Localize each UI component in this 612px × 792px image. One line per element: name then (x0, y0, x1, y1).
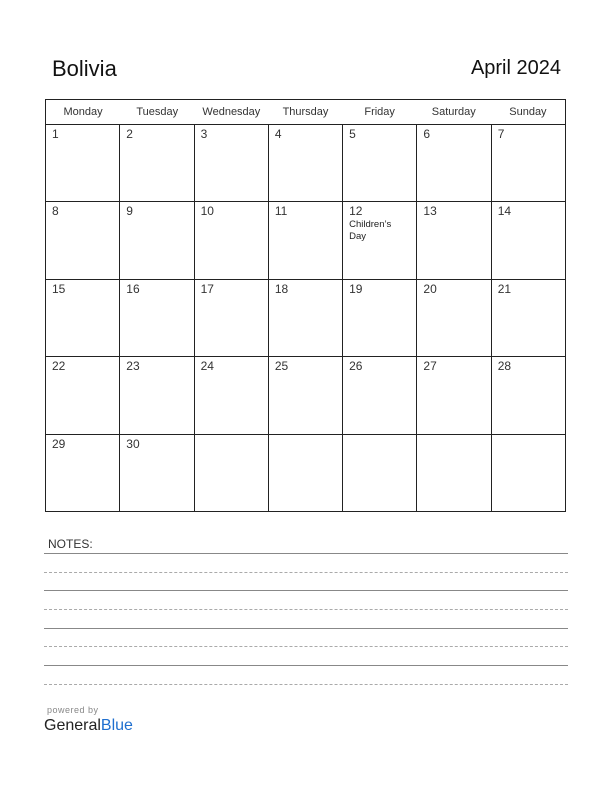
weekday-sunday: Sunday (509, 106, 547, 118)
day-cell (492, 280, 565, 356)
day-cell (195, 280, 269, 356)
day-number: 13 (423, 204, 437, 219)
day-cell (46, 357, 120, 433)
holiday-label: Children’s Day (349, 219, 392, 243)
day-cell (417, 435, 491, 512)
day-cell (492, 435, 565, 512)
day-cell (46, 202, 120, 278)
day-number: 1 (52, 127, 59, 141)
day-cell (417, 202, 491, 278)
note-line (44, 553, 568, 554)
day-cell (492, 125, 565, 201)
day-cell (343, 125, 417, 201)
brand-general-text: General (44, 717, 101, 734)
day-cell (120, 435, 194, 512)
day-cell (343, 435, 417, 512)
day-cell (46, 435, 120, 512)
weekday-thursday: Thursday (282, 106, 329, 118)
day-number: 18 (274, 281, 289, 296)
month-title: April 2024 (470, 57, 561, 79)
week-row (46, 280, 565, 357)
day-cell (343, 202, 417, 278)
day-cell (195, 125, 269, 201)
day-number: 17 (200, 281, 214, 296)
day-cell (269, 280, 343, 356)
weekday-tuesday: Tuesday (136, 106, 179, 118)
day-number: 4 (274, 127, 282, 141)
day-cell (417, 357, 491, 433)
day-number: 16 (126, 281, 140, 296)
day-cell (269, 435, 343, 512)
day-number: 9 (126, 204, 133, 219)
note-line (44, 665, 568, 666)
day-number: 11 (274, 204, 288, 219)
day-cell (120, 280, 194, 356)
day-cell (269, 202, 343, 278)
day-number: 30 (126, 436, 140, 451)
day-number: 2 (126, 127, 133, 141)
day-cell (195, 435, 269, 512)
calendar-grid (45, 99, 566, 512)
day-number: 26 (349, 359, 363, 374)
day-number: 15 (52, 281, 66, 296)
day-number: 20 (423, 281, 437, 296)
weekday-monday: Monday (63, 106, 103, 118)
note-line (44, 572, 568, 573)
day-cell (120, 125, 194, 201)
day-number: 3 (200, 127, 208, 141)
generalblue-logo (44, 717, 133, 735)
day-number: 24 (200, 359, 214, 374)
weekday-header-row (46, 100, 565, 125)
weekday-friday: Friday (364, 106, 395, 118)
note-line (44, 590, 568, 591)
note-line (44, 628, 568, 629)
day-cell (46, 125, 120, 201)
week-row (46, 125, 565, 202)
day-cell (195, 202, 269, 278)
day-number: 29 (52, 436, 66, 451)
day-number: 8 (52, 204, 59, 219)
brand-blue-text: Blue (100, 717, 133, 734)
day-number: 19 (349, 281, 363, 296)
day-cell (417, 125, 491, 201)
day-cell (492, 202, 565, 278)
day-number: 7 (497, 127, 505, 141)
day-cell (343, 357, 417, 433)
day-cell (120, 202, 194, 278)
weekday-saturday: Saturday (431, 106, 476, 118)
weeks-container (46, 125, 565, 512)
day-number: 25 (274, 359, 289, 374)
week-row (46, 202, 565, 279)
day-number: 23 (126, 359, 140, 374)
day-cell (269, 357, 343, 433)
note-line (44, 609, 568, 610)
powered-by-label: powered by (47, 705, 99, 715)
day-number: 14 (497, 204, 512, 219)
day-number: 27 (423, 359, 437, 374)
day-cell (120, 357, 194, 433)
day-cell (269, 125, 343, 201)
day-number: 6 (423, 127, 431, 141)
day-number: 5 (349, 127, 356, 141)
weekday-wednesday: Wednesday (202, 106, 261, 118)
day-number: 28 (497, 359, 512, 374)
day-cell (46, 280, 120, 356)
day-number: 21 (497, 281, 512, 296)
day-cell (343, 280, 417, 356)
day-number: 12 (349, 204, 363, 219)
country-title: Bolivia (52, 56, 117, 81)
day-cell (492, 357, 565, 433)
note-line (44, 684, 568, 685)
week-row (46, 435, 565, 512)
day-cell (417, 280, 491, 356)
day-number: 22 (52, 359, 66, 374)
day-cell (195, 357, 269, 433)
day-number: 10 (200, 204, 214, 219)
week-row (46, 357, 565, 434)
notes-label: NOTES: (48, 537, 93, 551)
note-line (44, 646, 568, 647)
